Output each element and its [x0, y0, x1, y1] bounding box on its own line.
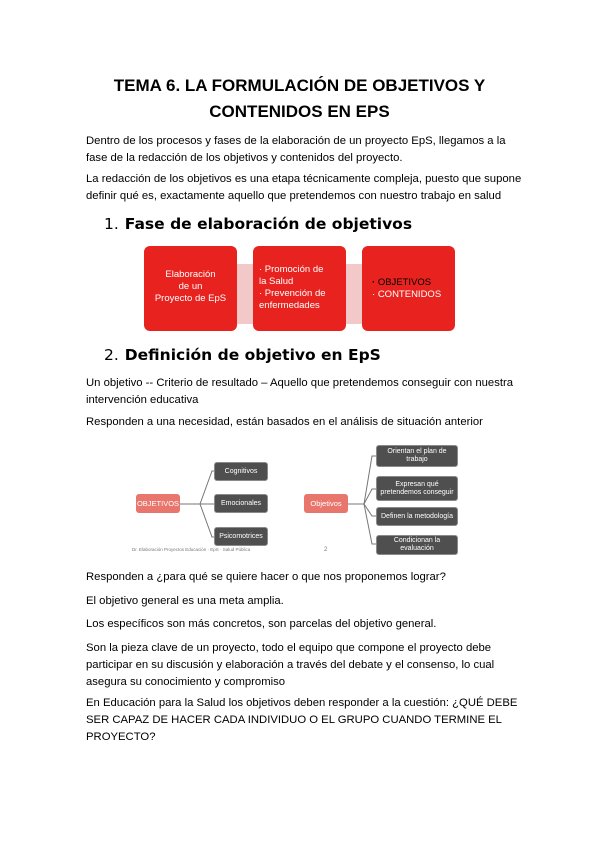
- page-title: [60, 73, 539, 125]
- body-paragraph-4: El objetivo general es una meta amplia.: [86, 595, 284, 607]
- body-paragraph-7: En Educación para la Salud los objetivos deben responder a la cuestión: ¿QUÉ DEBE SER CAPAZ DE HACER CADA INDIVIDUO O EL GRUPO CUANDO TERMINE EL PROYECTO?: [86, 697, 518, 743]
- flow-box-2-line: enfermedades: [259, 300, 320, 311]
- flow-box-3-contenidos: · CONTENIDOS: [372, 289, 442, 300]
- right-child-definen: Definen la metodología: [376, 507, 458, 526]
- flow-box-1-line: de un: [178, 281, 203, 292]
- right-child-expresan: Expresan qué pretendemos conseguir: [376, 476, 458, 501]
- section-1-number: 1.: [104, 215, 119, 233]
- left-root-objetivos: OBJETIVOS: [136, 494, 180, 513]
- flow-box-elaboracion: [144, 246, 237, 331]
- left-child-psicomotrices: Psicomotrices: [214, 527, 268, 546]
- left-child-cognitivos: Cognitivos: [214, 462, 268, 481]
- title-line-2: CONTENIDOS EN EPS: [209, 102, 390, 121]
- flow-box-1-line: Proyecto de EpS: [154, 293, 227, 304]
- flow-box-3-objetivos: · OBJETIVOS: [372, 277, 432, 288]
- flow-box-1-line: Elaboración: [165, 269, 216, 280]
- body-paragraph-6: Son la pieza clave de un proyecto, todo el equipo que compone el proyecto debe participar en su discusión y elaboración a través del debate y el consenso, lo cual asegura su conocimiento y compromiso: [86, 642, 495, 688]
- section-2-title: Definición de objetivo en EpS: [124, 346, 381, 364]
- body-paragraph-5: Los específicos son más concretos, son parcelas del objetivo general.: [86, 618, 437, 630]
- section-1-heading: [104, 214, 412, 234]
- right-child-orientan: Orientan el plan de trabajo: [376, 445, 458, 467]
- section-2-number: 2.: [104, 346, 119, 364]
- flow-box-promocion: [253, 246, 346, 331]
- left-diagram-caption: Dr. Elaboración Proyectos Educación · EpS · Salud Pública: [132, 547, 251, 552]
- intro-paragraph-2: La redacción de los objetivos es una etapa técnicamente compleja, puesto que supone definir qué es, exactamente aquello que pretendemos con nuestro trabajo en salud: [86, 173, 522, 202]
- section-1-title: Fase de elaboración de objetivos: [124, 215, 413, 233]
- flow-box-2-line: · Prevención de: [259, 288, 326, 299]
- flow-box-2-line: la Salud: [259, 276, 294, 287]
- intro-paragraph-1: Dentro de los procesos y fases de la elaboración de un proyecto EpS, llegamos a la fase de la redacción de los objetivos y contenidos del proyecto.: [86, 135, 506, 164]
- right-root-objetivos: Objetivos: [304, 494, 348, 513]
- body-paragraph-2: Responden a una necesidad, están basados en el análisis de situación anterior: [86, 416, 483, 428]
- title-line-1: TEMA 6. LA FORMULACIÓN DE OBJETIVOS Y: [113, 76, 486, 95]
- elaboration-flow-diagram: [144, 246, 455, 331]
- objectives-diagram: [128, 443, 468, 555]
- body-paragraph-1: Un objetivo -- Criterio de resultado – Aquello que pretendemos conseguir con nuestra intervención educativa: [86, 377, 514, 406]
- flow-box-2-line: · Promoción de: [259, 264, 324, 275]
- body-paragraph-3: Responden a ¿para qué se quiere hacer o que nos proponemos lograr?: [86, 571, 446, 583]
- flow-box-objetivos: [362, 246, 455, 331]
- section-2-heading: [104, 345, 381, 365]
- right-diagram-page-marker: 2: [324, 547, 328, 553]
- left-child-emocionales: Emocionales: [214, 494, 268, 513]
- right-child-condicionan: Condicionan la evaluación: [376, 535, 458, 555]
